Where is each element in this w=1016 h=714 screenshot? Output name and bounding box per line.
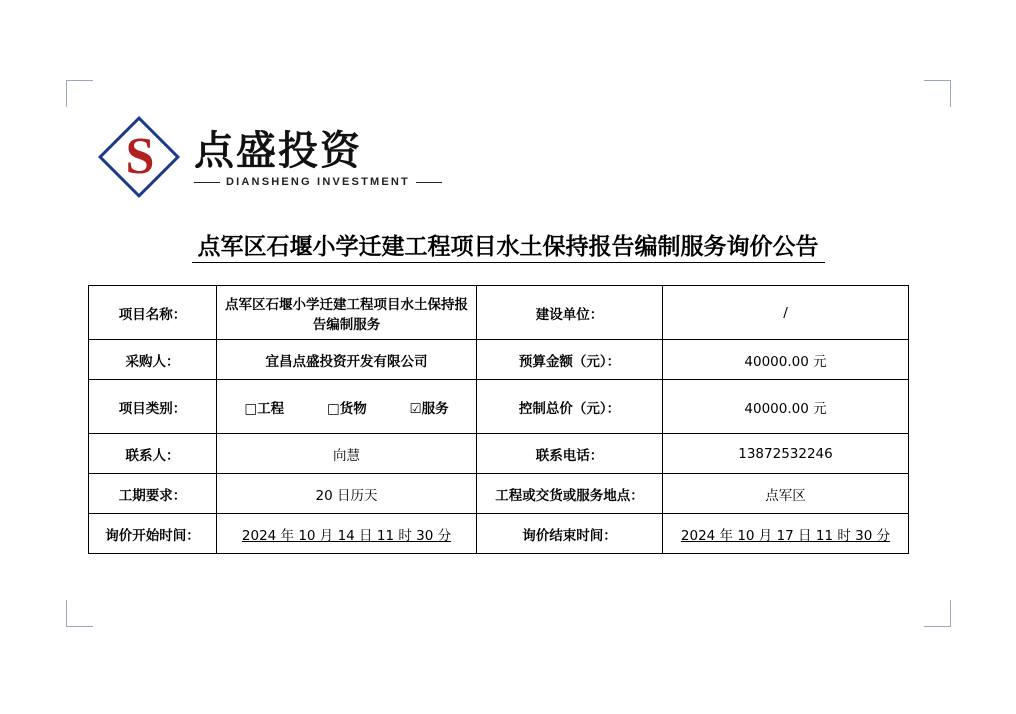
cell-value-start-time: 2024 年 10 月 14 日 11 时 30 分: [217, 514, 477, 554]
project-info-table: [88, 285, 909, 554]
cell-label-start-time: 询价开始时间：: [89, 514, 217, 554]
category-option-goods[interactable]: □货物: [326, 400, 367, 417]
logo-title: 点盛投资: [194, 128, 362, 174]
cell-label-contact-phone: 联系电话：: [477, 434, 663, 474]
cell-label-category: 项目类别：: [89, 380, 217, 434]
cell-value-contact-phone: 13872532246: [663, 434, 909, 474]
company-logo: [90, 119, 495, 197]
table-row: [89, 286, 909, 340]
page-title: [0, 228, 1016, 261]
table-row: [89, 474, 909, 514]
crop-mark-top-left: [66, 80, 93, 107]
logo-diamond-icon: [104, 122, 184, 194]
cell-value-project-name: 点军区石堰小学迁建工程项目水土保持报告编制服务: [217, 286, 477, 340]
page-title-text: 点军区石堰小学迁建工程项目水土保持报告编制服务询价公告: [192, 234, 825, 263]
cell-label-duration: 工期要求：: [89, 474, 217, 514]
logo-text-block: [194, 128, 442, 188]
category-option-service[interactable]: ☑服务: [409, 400, 449, 417]
category-options: [223, 397, 470, 417]
cell-label-purchaser: 采购人：: [89, 340, 217, 380]
table-row: [89, 514, 909, 554]
category-option-engineering[interactable]: □工程: [244, 400, 285, 417]
crop-mark-bottom-left: [66, 600, 93, 627]
cell-value-end-time: 2024 年 10 月 17 日 11 时 30 分: [663, 514, 909, 554]
table-row: [89, 340, 909, 380]
cell-label-location: 工程或交货或服务地点：: [477, 474, 663, 514]
cell-value-contact-person: 向慧: [217, 434, 477, 474]
cell-value-construction-unit: /: [663, 286, 909, 340]
logo-rule-left: [194, 182, 220, 183]
cell-value-control-price: 40000.00 元: [663, 380, 909, 434]
cell-label-end-time: 询价结束时间：: [477, 514, 663, 554]
cell-label-contact-person: 联系人：: [89, 434, 217, 474]
cell-label-budget: 预算金额（元）：: [477, 340, 663, 380]
cell-value-duration: 20 日历天: [217, 474, 477, 514]
crop-mark-bottom-right: [924, 600, 951, 627]
logo-letter: S: [125, 128, 155, 185]
cell-label-construction-unit: 建设单位：: [477, 286, 663, 340]
cell-value-budget: 40000.00 元: [663, 340, 909, 380]
logo-rule-right: [416, 182, 442, 183]
logo-subtitle: DIANSHENG INVESTMENT: [226, 176, 410, 188]
cell-value-category: [217, 380, 477, 434]
cell-label-project-name: 项目名称：: [89, 286, 217, 340]
logo-subtitle-wrap: [194, 176, 442, 188]
crop-mark-top-right: [924, 80, 951, 107]
table-row: [89, 380, 909, 434]
cell-label-control-price: 控制总价（元）：: [477, 380, 663, 434]
table-row: [89, 434, 909, 474]
cell-value-location: 点军区: [663, 474, 909, 514]
cell-value-purchaser: 宜昌点盛投资开发有限公司: [217, 340, 477, 380]
